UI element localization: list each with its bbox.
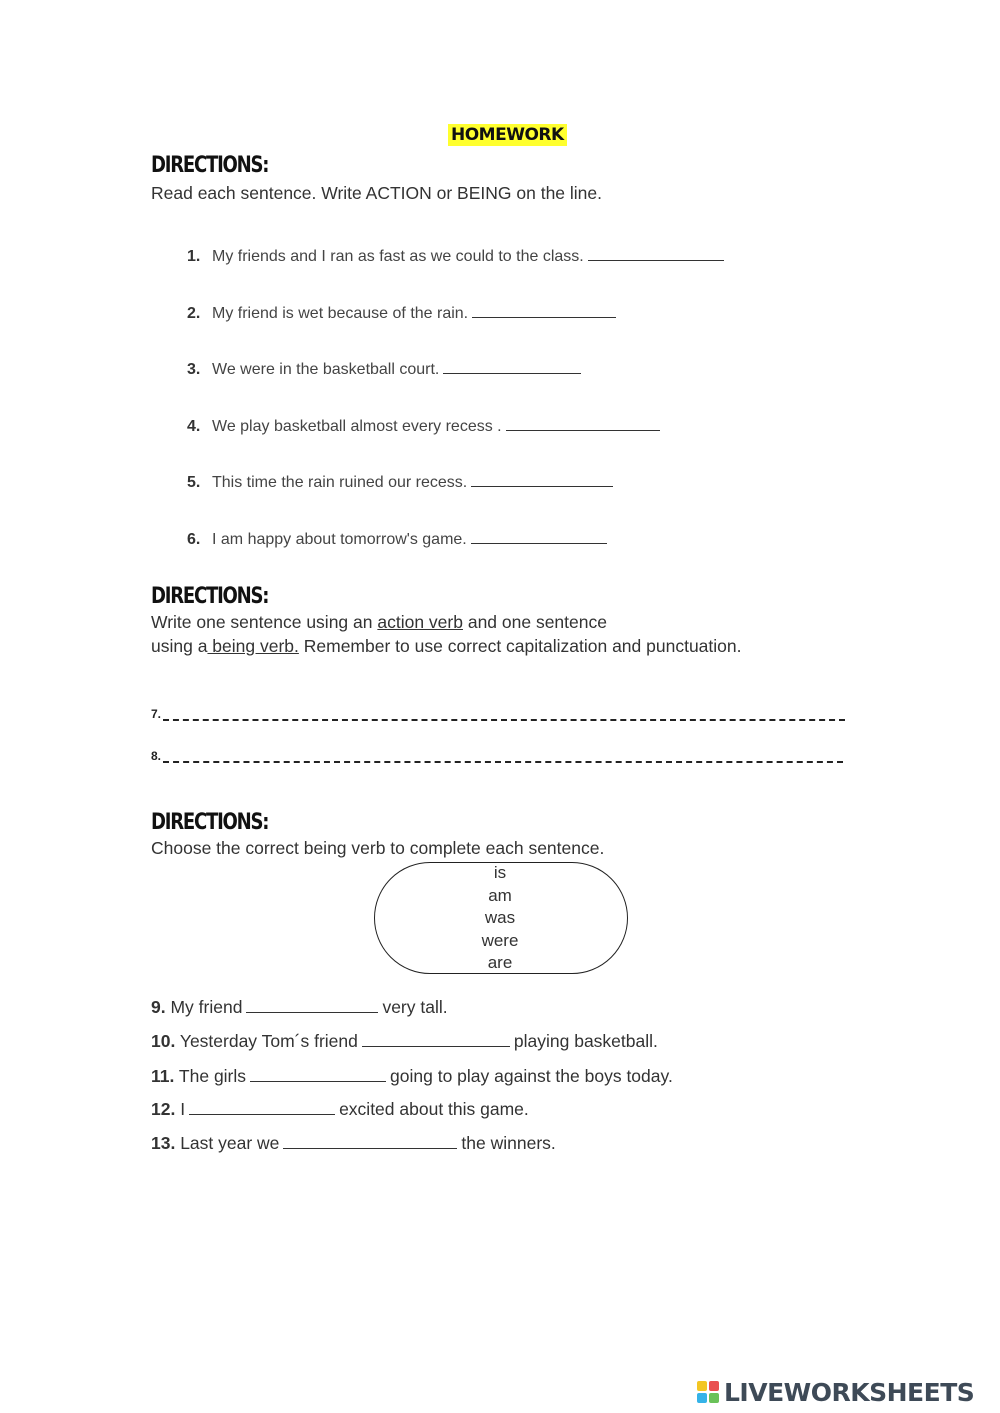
question-number: 6. [187, 531, 201, 548]
page-title: HOMEWORK [448, 124, 567, 146]
answer-line-6[interactable] [471, 529, 607, 544]
section2-instruction-line2 [151, 636, 742, 657]
question-text: My friends and I ran as fast as we could to the class. [212, 248, 584, 265]
liveworksheets-logo-icon [697, 1380, 721, 1406]
section2-heading: DIRECTIONS: [151, 584, 269, 609]
instruction-text: Remember to use correct capitalization and punctuation. [298, 636, 742, 656]
being-verb-term: being verb. [207, 636, 299, 656]
question-4 [187, 416, 660, 436]
word-bank-item: is [493, 863, 507, 882]
answer-line-13[interactable] [283, 1134, 457, 1149]
section1-instruction: Read each sentence. Write ACTION or BEING on the line. [151, 183, 603, 203]
answer-line-9[interactable] [246, 998, 378, 1013]
question-number: 9. [151, 997, 166, 1017]
question-text-before: Yesterday Tom´s friend [179, 1031, 358, 1051]
writing-line-8[interactable] [163, 761, 843, 763]
question-number: 3. [187, 361, 201, 378]
answer-line-11[interactable] [250, 1067, 386, 1082]
question-3 [187, 359, 581, 379]
answer-line-2[interactable] [472, 303, 616, 318]
section1-heading: DIRECTIONS: [151, 153, 269, 178]
word-bank-item: are [487, 953, 513, 972]
question-number-8: 8. [151, 749, 162, 763]
question-number: 4. [187, 418, 201, 435]
question-number-7: 7. [151, 707, 162, 721]
question-text-after: playing basketball. [513, 1031, 658, 1051]
word-bank-item: were [481, 930, 519, 950]
question-2 [187, 303, 616, 323]
question-text-before: Last year we [180, 1133, 280, 1153]
word-bank-item: am [488, 885, 512, 905]
question-text: We play basketball almost every recess . [212, 418, 502, 435]
instruction-text: using a [151, 636, 208, 656]
word-bank-item: was [484, 908, 516, 927]
question-text-before: I [180, 1099, 186, 1119]
logo-text: LIVEWORKSHEETS [724, 1378, 975, 1407]
question-12 [151, 1099, 529, 1120]
question-10 [151, 1031, 658, 1052]
question-13 [151, 1133, 556, 1154]
question-5 [187, 472, 613, 492]
question-6 [187, 529, 607, 549]
question-text-before: My friend [170, 997, 243, 1017]
section2-instruction-line1 [151, 612, 607, 633]
question-number: 13. [151, 1133, 176, 1153]
section3-heading: DIRECTIONS: [151, 810, 269, 835]
question-text: My friend is wet because of the rain. [212, 305, 469, 322]
answer-line-12[interactable] [189, 1100, 335, 1115]
question-text: I am happy about tomorrow's game. [212, 531, 467, 548]
answer-line-3[interactable] [443, 359, 581, 374]
question-text-after: going to play against the boys today. [390, 1066, 673, 1086]
liveworksheets-logo [697, 1378, 974, 1407]
writing-line-7[interactable] [163, 719, 845, 721]
instruction-text: Write one sentence using an [151, 612, 378, 632]
question-text-after: the winners. [461, 1133, 556, 1153]
question-text-before: The girls [178, 1066, 247, 1086]
question-number: 1. [187, 248, 201, 265]
answer-line-4[interactable] [506, 416, 660, 431]
question-text-after: very tall. [382, 997, 448, 1017]
question-number: 11. [151, 1066, 175, 1086]
answer-line-5[interactable] [471, 472, 613, 487]
question-text: We were in the basketball court. [212, 361, 440, 378]
question-11 [151, 1066, 673, 1087]
question-number: 12. [151, 1099, 176, 1119]
word-bank [374, 862, 626, 975]
question-9 [151, 997, 448, 1018]
question-number: 5. [187, 474, 201, 491]
answer-line-1[interactable] [588, 246, 724, 261]
question-text-after: excited about this game. [339, 1099, 529, 1119]
answer-line-10[interactable] [362, 1032, 510, 1047]
action-verb-term: action verb [377, 612, 463, 632]
question-number: 2. [187, 305, 201, 322]
question-text: This time the rain ruined our recess. [212, 474, 468, 491]
section3-instruction: Choose the correct being verb to complete each sentence. [151, 838, 605, 858]
instruction-text: and one sentence [462, 612, 607, 632]
question-1 [187, 246, 724, 266]
question-number: 10. [151, 1031, 176, 1051]
